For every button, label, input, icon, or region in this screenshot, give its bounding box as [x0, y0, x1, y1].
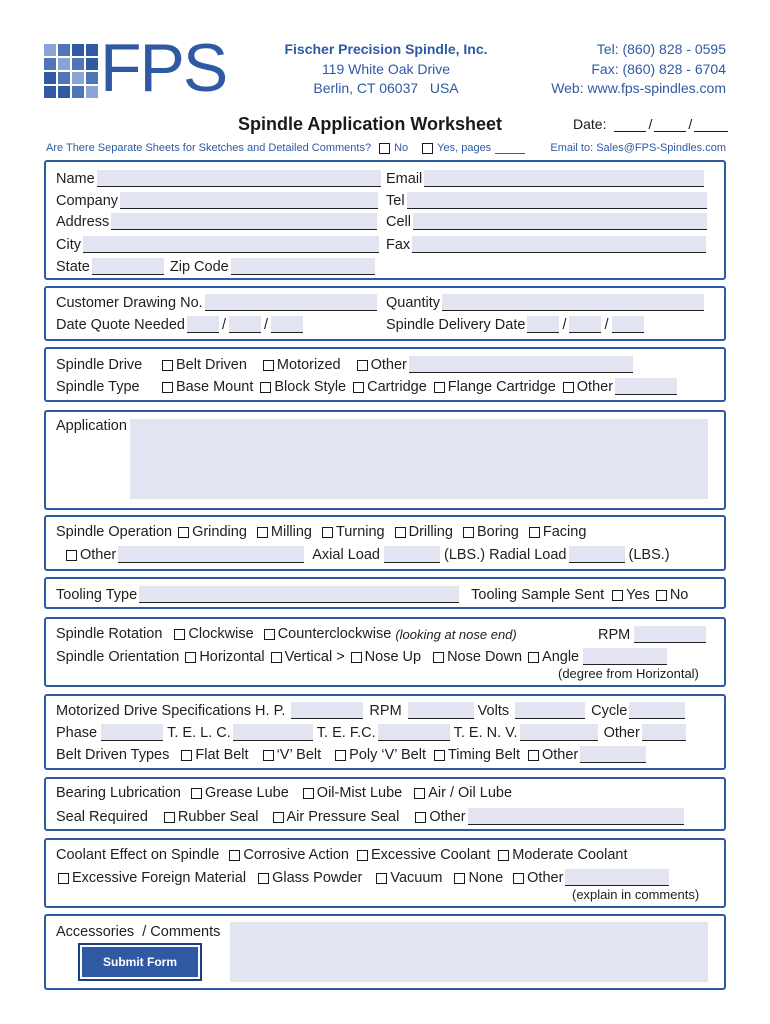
belt-other-checkbox[interactable]	[528, 750, 539, 761]
belt-other-option	[528, 747, 578, 763]
sheets-no-label: No	[394, 142, 409, 154]
tooling-sample-label: Tooling Sample Sent	[471, 587, 605, 603]
state-field[interactable]	[92, 258, 164, 275]
poly-belt-option	[335, 747, 426, 763]
rotation-rpm-field[interactable]	[634, 626, 706, 643]
phase-row	[56, 724, 686, 741]
tooling-no-label: No	[669, 587, 689, 603]
drawing-no-field[interactable]	[205, 294, 377, 311]
facing-label: Facing	[542, 524, 587, 540]
poly-belt-checkbox[interactable]	[335, 750, 346, 761]
date-quote-month[interactable]	[187, 316, 219, 333]
tooling-row	[56, 586, 688, 603]
type-row	[56, 378, 677, 395]
delivery-label: Spindle Delivery Date	[386, 317, 526, 333]
delivery-row	[386, 316, 644, 333]
state-label: State	[56, 259, 90, 275]
milling-option	[257, 524, 312, 540]
city-row	[56, 236, 379, 253]
timing-belt-label: Timing Belt	[447, 747, 520, 763]
delivery-sep1: /	[562, 317, 567, 333]
foreign-option	[58, 870, 246, 886]
air-oil-label: Air / Oil Lube	[428, 785, 513, 801]
grinding-label: Grinding	[192, 524, 247, 540]
accessories-label: Accessories / Comments	[56, 924, 221, 940]
base-mount-label: Base Mount	[176, 379, 254, 395]
motorized-label: Motorized	[276, 357, 341, 373]
type-other-field[interactable]	[615, 378, 677, 395]
clockwise-checkbox[interactable]	[174, 629, 185, 640]
radial-unit: (LBS.)	[628, 547, 670, 563]
angle-checkbox[interactable]	[528, 652, 539, 663]
tooling-no-checkbox[interactable]	[656, 590, 667, 601]
block-style-checkbox[interactable]	[260, 382, 271, 393]
tenv-field[interactable]	[520, 724, 598, 741]
grease-checkbox[interactable]	[191, 788, 202, 799]
degree-note-row	[558, 666, 699, 681]
horizontal-checkbox[interactable]	[185, 652, 196, 663]
moderate-checkbox[interactable]	[498, 850, 509, 861]
turning-label: Turning	[335, 524, 385, 540]
rubber-seal-checkbox[interactable]	[164, 812, 175, 823]
volts-label: Volts	[477, 703, 510, 719]
drive-other-label: Other	[370, 357, 407, 373]
type-other-option	[563, 379, 613, 395]
tooling-yes-option	[612, 587, 650, 603]
flat-belt-label: Flat Belt	[195, 747, 249, 763]
application-label-row	[56, 418, 127, 434]
horizontal-option	[185, 649, 264, 665]
nose-down-label: Nose Down	[447, 649, 523, 665]
date-sep-2: /	[688, 116, 693, 132]
page-title: Spindle Application Worksheet	[238, 114, 503, 134]
tefc-field[interactable]	[378, 724, 450, 741]
excessive-option	[357, 847, 490, 863]
tel-row	[386, 192, 707, 209]
seal-other-checkbox[interactable]	[415, 812, 426, 823]
corrosive-label: Corrosive Action	[243, 847, 349, 863]
seal-other-field[interactable]	[468, 808, 684, 825]
tooling-no-option	[656, 587, 689, 603]
rotation-rpm-label: RPM	[598, 627, 631, 643]
belt-types-label: Belt Driven Types	[56, 747, 170, 763]
none-label: None	[468, 870, 504, 886]
rubber-seal-option	[164, 809, 259, 825]
coolant-other-label: Other	[527, 870, 564, 886]
sheets-yes-checkbox[interactable]	[422, 143, 433, 154]
grinding-checkbox[interactable]	[178, 527, 189, 538]
drawing-row	[56, 294, 377, 311]
oil-mist-checkbox[interactable]	[303, 788, 314, 799]
grinding-option	[178, 524, 247, 540]
timing-belt-checkbox[interactable]	[434, 750, 445, 761]
date-sep-1: /	[648, 116, 653, 132]
date-quote-day[interactable]	[229, 316, 261, 333]
boring-option	[463, 524, 519, 540]
company-address-line1: 119 White Oak Drive	[321, 60, 451, 77]
nose-down-checkbox[interactable]	[433, 652, 444, 663]
state-zip-row	[56, 258, 375, 275]
rotation-row	[56, 626, 517, 642]
coolant-row	[56, 847, 638, 863]
drive-other-field[interactable]	[409, 356, 633, 373]
angle-label: Angle	[542, 649, 580, 665]
cartridge-label: Cartridge	[367, 379, 427, 395]
email-field[interactable]	[424, 170, 704, 187]
fax-field[interactable]	[412, 236, 706, 253]
zip-field[interactable]	[231, 258, 375, 275]
flat-belt-option	[181, 747, 248, 763]
logo-grid-icon	[44, 44, 98, 98]
angle-option	[528, 649, 579, 665]
fax-row	[386, 236, 706, 253]
block-style-option	[260, 379, 346, 395]
delivery-month[interactable]	[527, 316, 559, 333]
quantity-label: Quantity	[386, 295, 440, 311]
delivery-day[interactable]	[569, 316, 601, 333]
city-field[interactable]	[83, 236, 379, 253]
nose-up-label: Nose Up	[364, 649, 422, 665]
date-quote-sep1: /	[221, 317, 227, 333]
drilling-option	[395, 524, 453, 540]
seal-other-option	[415, 809, 465, 825]
accessories-textarea[interactable]	[230, 922, 708, 982]
moderate-option	[498, 847, 627, 863]
nose-down-option	[433, 649, 522, 665]
cell-label: Cell	[386, 214, 411, 230]
belt-label: Belt Driven	[176, 357, 247, 373]
contact-web: Web: www.fps-spindles.com	[551, 80, 726, 96]
drive-label: Spindle Drive	[56, 357, 143, 373]
contact-block	[551, 40, 726, 99]
rotation-label: Spindle Rotation	[56, 626, 163, 642]
company-row	[56, 192, 378, 209]
name-row	[56, 170, 381, 187]
milling-checkbox[interactable]	[257, 527, 268, 538]
flat-belt-checkbox[interactable]	[181, 750, 192, 761]
foreign-label: Excessive Foreign Material	[72, 870, 247, 886]
address-field[interactable]	[111, 213, 377, 230]
nose-up-option	[351, 649, 421, 665]
clockwise-option	[174, 626, 253, 642]
tel-label: Tel	[386, 193, 405, 209]
horizontal-label: Horizontal	[199, 649, 265, 665]
phase-field[interactable]	[101, 724, 163, 741]
sheets-yes-label: Yes, pages	[437, 142, 492, 154]
telc-field[interactable]	[233, 724, 313, 741]
seal-row	[56, 808, 684, 825]
timing-belt-option	[434, 747, 520, 763]
quantity-row	[386, 294, 704, 311]
email-to: Email to: Sales@FPS-Spindles.com	[550, 142, 726, 154]
excessive-label: Excessive Coolant	[370, 847, 491, 863]
motor-rpm-field[interactable]	[408, 702, 474, 719]
motor-rpm-label: RPM	[369, 703, 402, 719]
counter-checkbox[interactable]	[264, 629, 275, 640]
v-belt-label: ‘V’ Belt	[276, 747, 322, 763]
operation-other-label: Other	[80, 547, 117, 563]
tefc-label: T. E. F.C.	[316, 725, 376, 741]
drawing-no-label: Customer Drawing No.	[56, 295, 203, 311]
coolant-row-2	[58, 869, 669, 886]
explain-row	[572, 887, 699, 902]
zip-label: Zip Code	[169, 259, 229, 275]
date-quote-sep2: /	[264, 317, 269, 333]
operation-other-field[interactable]	[118, 546, 304, 563]
operation-row	[56, 524, 596, 540]
poly-belt-label: Poly ‘V’ Belt	[349, 747, 426, 763]
name-label: Name	[56, 171, 95, 187]
seal-other-label: Other	[429, 809, 466, 825]
belt-other-field[interactable]	[580, 746, 646, 763]
axial-label: Axial Load	[312, 547, 380, 563]
email-row	[386, 170, 704, 187]
tel-field[interactable]	[407, 192, 707, 209]
air-oil-option	[414, 785, 512, 801]
turning-option	[322, 524, 385, 540]
vacuum-option	[376, 870, 442, 886]
motorized-option	[263, 357, 341, 373]
submit-form-button[interactable]: Submit Form	[78, 943, 202, 981]
lubrication-label: Bearing Lubrication	[56, 785, 181, 801]
email-label: Email	[386, 171, 423, 187]
company-name: Fischer Precision Spindle, Inc.	[284, 41, 488, 57]
milling-label: Milling	[270, 524, 312, 540]
date-day-field[interactable]	[654, 118, 686, 132]
glass-checkbox[interactable]	[258, 873, 269, 884]
angle-field[interactable]	[583, 648, 667, 665]
air-pressure-option	[273, 809, 400, 825]
date-label: Date:	[573, 116, 607, 132]
glass-option	[258, 870, 362, 886]
date-row	[573, 116, 728, 132]
belt-other-label: Other	[541, 747, 579, 763]
cell-field[interactable]	[413, 213, 707, 230]
contact-fax: Fax: (860) 828 - 6704	[591, 60, 726, 77]
vacuum-label: Vacuum	[390, 870, 443, 886]
nose-up-checkbox[interactable]	[351, 652, 362, 663]
type-other-label: Other	[576, 379, 614, 395]
oil-mist-label: Oil-Mist Lube	[316, 785, 403, 801]
date-year-field[interactable]	[694, 118, 728, 132]
tooling-type-label: Tooling Type	[56, 587, 138, 603]
radial-field[interactable]	[569, 546, 625, 563]
date-quote-year[interactable]	[271, 316, 303, 333]
clockwise-label: Clockwise	[188, 626, 254, 642]
foreign-checkbox[interactable]	[58, 873, 69, 884]
drilling-checkbox[interactable]	[395, 527, 406, 538]
city-label: City	[56, 237, 81, 253]
orientation-label: Spindle Orientation	[56, 649, 180, 665]
flange-label: Flange Cartridge	[447, 379, 556, 395]
air-pressure-checkbox[interactable]	[273, 812, 284, 823]
coolant-other-field[interactable]	[565, 869, 669, 886]
moderate-label: Moderate Coolant	[512, 847, 628, 863]
cycle-label: Cycle	[591, 703, 628, 719]
motorized-checkbox[interactable]	[263, 360, 274, 371]
v-belt-checkbox[interactable]	[263, 750, 274, 761]
drive-other-option	[357, 357, 407, 373]
type-label: Spindle Type	[56, 379, 140, 395]
corrosive-checkbox[interactable]	[229, 850, 240, 861]
belt-checkbox[interactable]	[162, 360, 173, 371]
degree-note: (degree from Horizontal)	[558, 666, 699, 681]
axial-field[interactable]	[384, 546, 440, 563]
looking-note: (looking at nose end)	[395, 627, 517, 642]
base-mount-option	[162, 379, 253, 395]
vertical-label: Vertical >	[284, 649, 345, 665]
tooling-type-field[interactable]	[139, 586, 459, 603]
air-pressure-label: Air Pressure Seal	[286, 809, 400, 825]
sheets-pages-field[interactable]	[495, 143, 525, 154]
seal-label: Seal Required	[56, 809, 148, 825]
counter-label: Counterclockwise	[277, 626, 392, 642]
company-field[interactable]	[120, 192, 378, 209]
delivery-year[interactable]	[612, 316, 644, 333]
belt-option	[162, 357, 247, 373]
address-row	[56, 213, 377, 230]
company-address-line2: Berlin, CT 06037 USA	[313, 80, 459, 96]
logo-text: FPS	[100, 30, 227, 106]
flange-checkbox[interactable]	[434, 382, 445, 393]
v-belt-option	[263, 747, 322, 763]
date-quote-label: Date Quote Needed	[56, 317, 185, 333]
glass-label: Glass Powder	[272, 870, 363, 886]
fax-label: Fax	[386, 237, 411, 253]
rpm-row	[598, 626, 706, 643]
tooling-yes-label: Yes	[626, 587, 650, 603]
date-month-field[interactable]	[614, 118, 646, 132]
motor-specs-row	[56, 702, 685, 719]
motor-other-field[interactable]	[642, 724, 686, 741]
hp-field[interactable]	[291, 702, 363, 719]
air-oil-checkbox[interactable]	[414, 788, 425, 799]
grease-option	[191, 785, 289, 801]
drive-row	[56, 356, 633, 373]
corrosive-option	[229, 847, 349, 863]
operation-label: Spindle Operation	[56, 524, 173, 540]
drive-other-checkbox[interactable]	[357, 360, 368, 371]
boring-checkbox[interactable]	[463, 527, 474, 538]
tenv-label: T. E. N. V.	[453, 725, 518, 741]
delivery-sep2: /	[604, 317, 609, 333]
company-label: Company	[56, 193, 119, 209]
operation-other-option	[66, 547, 116, 563]
accessories-label-row	[56, 924, 220, 940]
tooling-yes-checkbox[interactable]	[612, 590, 623, 601]
oil-mist-option	[303, 785, 402, 801]
motor-specs-label: Motorized Drive Specifications H. P.	[56, 703, 286, 719]
rubber-seal-label: Rubber Seal	[177, 809, 259, 825]
explain-note: (explain in comments)	[572, 887, 700, 902]
counter-option	[264, 626, 392, 642]
application-textarea[interactable]	[130, 419, 708, 499]
separate-sheets-row	[46, 142, 525, 154]
date-quote-row	[56, 316, 303, 333]
turning-checkbox[interactable]	[322, 527, 333, 538]
cartridge-checkbox[interactable]	[353, 382, 364, 393]
motor-other-label: Other	[603, 725, 640, 741]
flange-option	[434, 379, 556, 395]
cell-row	[386, 213, 707, 230]
radial-label: (LBS.) Radial Load	[443, 547, 567, 563]
facing-option	[529, 524, 587, 540]
vacuum-checkbox[interactable]	[376, 873, 387, 884]
application-label: Application	[56, 418, 127, 434]
telc-label: T. E. L. C.	[167, 725, 231, 741]
none-checkbox[interactable]	[454, 873, 465, 884]
volts-field[interactable]	[515, 702, 585, 719]
lubrication-row	[56, 785, 522, 801]
coolant-other-checkbox[interactable]	[513, 873, 524, 884]
contact-tel: Tel: (860) 828 - 0595	[596, 41, 726, 57]
separate-sheets-question: Are There Separate Sheets for Sketches and Detailed Comments?	[46, 142, 372, 154]
boring-label: Boring	[476, 524, 519, 540]
address-label: Address	[56, 214, 110, 230]
sheets-no-checkbox[interactable]	[379, 143, 390, 154]
name-field[interactable]	[97, 170, 381, 187]
quantity-field[interactable]	[442, 294, 704, 311]
operation-row-2	[66, 546, 670, 563]
cartridge-option	[353, 379, 427, 395]
vertical-checkbox[interactable]	[271, 652, 282, 663]
vertical-option	[271, 649, 345, 665]
block-style-label: Block Style	[274, 379, 347, 395]
coolant-label: Coolant Effect on Spindle	[56, 847, 220, 863]
none-option	[454, 870, 503, 886]
operation-other-checkbox[interactable]	[66, 550, 77, 561]
excessive-checkbox[interactable]	[357, 850, 368, 861]
coolant-other-option	[513, 870, 563, 886]
facing-checkbox[interactable]	[529, 527, 540, 538]
phase-label: Phase	[56, 725, 98, 741]
orientation-row	[56, 648, 667, 665]
grease-label: Grease Lube	[204, 785, 289, 801]
base-mount-checkbox[interactable]	[162, 382, 173, 393]
company-block	[250, 40, 522, 99]
type-other-checkbox[interactable]	[563, 382, 574, 393]
cycle-field[interactable]	[629, 702, 685, 719]
drilling-label: Drilling	[408, 524, 453, 540]
belt-types-row	[56, 746, 646, 763]
